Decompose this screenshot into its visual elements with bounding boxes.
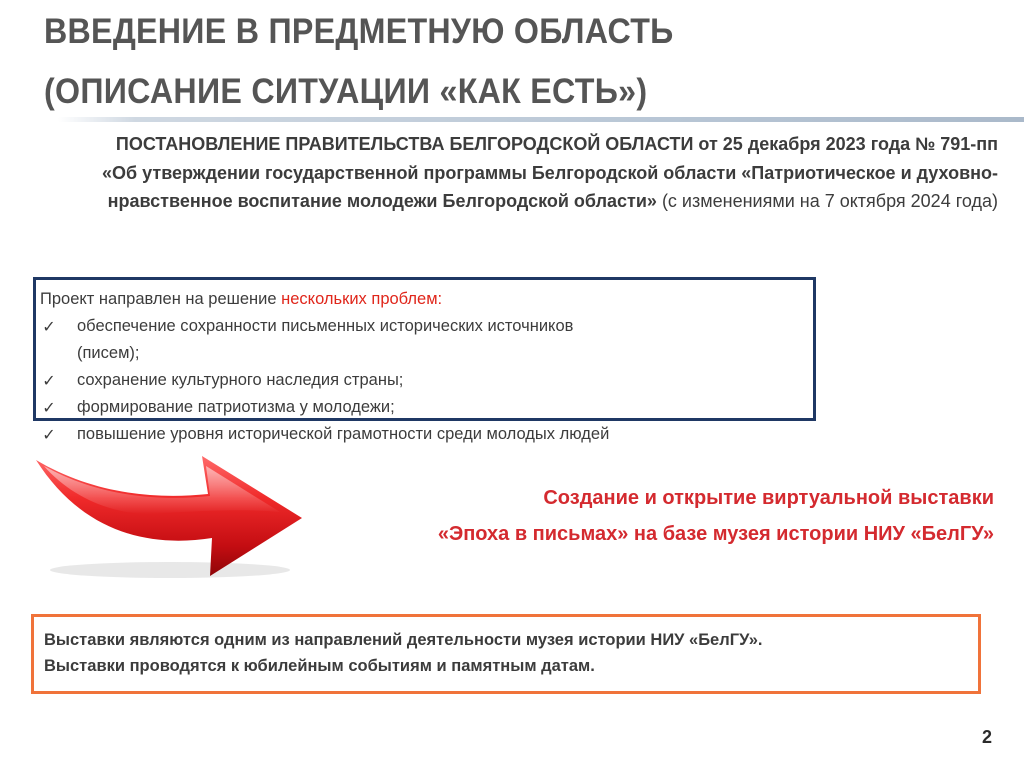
list-item-text: формирование патриотизма у молодежи; xyxy=(77,398,395,416)
list-item-continuation xyxy=(40,340,840,367)
problems-intro-highlight: нескольких проблем: xyxy=(281,290,443,308)
slide-title xyxy=(44,2,927,122)
list-item xyxy=(40,367,840,394)
exhibit-line1: Создание и открытие виртуальной выставки xyxy=(543,487,994,509)
list-item-continuation-text: (писем); xyxy=(77,344,140,362)
museum-note-box xyxy=(31,614,981,694)
list-item xyxy=(40,394,840,421)
list-item-text: сохранение культурного наследия страны; xyxy=(77,371,404,389)
checkmark-icon: ✓ xyxy=(42,425,56,444)
problems-intro-text: Проект направлен на решение xyxy=(40,290,282,308)
problems-list xyxy=(40,313,840,448)
exhibit-announcement xyxy=(300,480,994,552)
problems-list-block xyxy=(40,286,840,448)
checkmark-icon: ✓ xyxy=(42,317,56,336)
checkmark-icon: ✓ xyxy=(42,371,56,390)
problems-intro xyxy=(40,286,840,313)
exhibit-line2: «Эпоха в письмах» на базе музея истории НИУ «БелГУ» xyxy=(437,523,994,545)
decree-bold-text: ПОСТАНОВЛЕНИЕ ПРАВИТЕЛЬСТВА БЕЛГОРОДСКОЙ ОБЛАСТИ от 25 декабря 2023 года № 791-пп «Об утверждении государственной программы Белгородской области «Патриотическое и духовно-нравственное воспитание молодежи Белгородской области» xyxy=(102,134,998,211)
decree-amendment-note: (с изменениями на 7 октября 2024 года) xyxy=(656,191,998,211)
title-underline xyxy=(58,117,1024,122)
slide-title-line1: ВВЕДЕНИЕ В ПРЕДМЕТНУЮ ОБЛАСТЬ xyxy=(44,12,674,51)
museum-note-line2: Выставки проводятся к юбилейным событиям и памятным датам. xyxy=(44,657,595,675)
decree-citation xyxy=(78,130,998,216)
list-item-text: повышение уровня исторической грамотности среди молодых людей xyxy=(77,425,610,443)
list-item-text: обеспечение сохранности письменных исторических источников xyxy=(77,317,574,335)
museum-note-line1: Выставки являются одним из направлений деятельности музея истории НИУ «БелГУ». xyxy=(44,631,763,649)
checkmark-icon: ✓ xyxy=(42,398,56,417)
slide-title-line2: (ОПИСАНИЕ СИТУАЦИИ «КАК ЕСТЬ») xyxy=(44,72,648,111)
list-item xyxy=(40,421,840,448)
page-number: 2 xyxy=(982,727,993,747)
list-item xyxy=(40,313,840,340)
red-right-arrow-icon xyxy=(30,452,310,582)
